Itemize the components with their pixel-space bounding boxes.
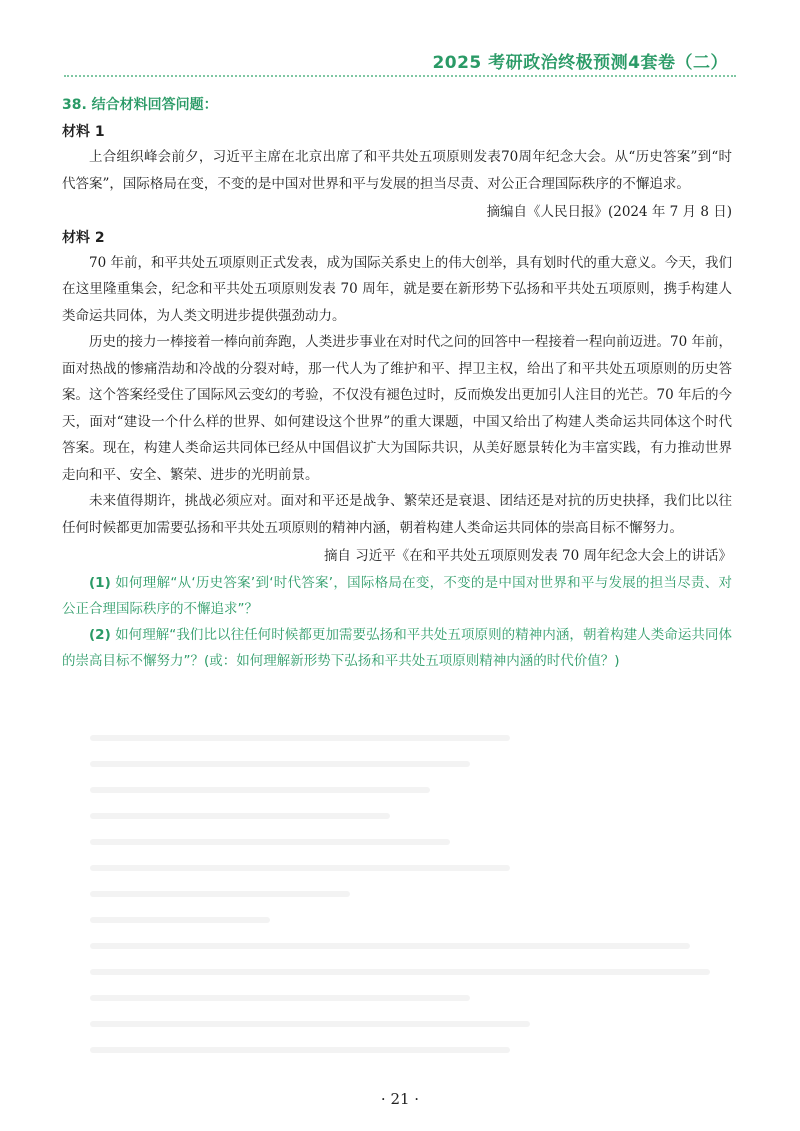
material-1-source: 摘编自《人民日报》(2024 年 7 月 8 日): [486, 204, 732, 220]
sub-question-2-number: (2): [89, 626, 111, 643]
header-title: 2025 考研政治终极预测4套卷（二）: [432, 53, 728, 73]
answer-space: [90, 735, 730, 1055]
faint-line: [90, 891, 350, 897]
material-2-paragraph-2: 历史的接力一棒接着一棒向前奔跑，人类进步事业在对时代之问的回答中一程接着一程向前迈进。70 年前，面对热战的惨痛浩劫和冷战的分裂对峙，那一代人为了维护和平、捍卫主权，给出了和平共处五项原则的历史答案。这个答案经受住了国际风云变幻的考验，不仅没有褪色过时，反而焕发出更加引人注目的光芒。70 年后的今天，面对“建设一个什么样的世界、如何建设这个世界”的重大课题，中国又给出了构建人类命运共同体这个时代答案。现在，构建人类命运共同体已经从中国倡议扩大为国际共识，从美好愿景转化为丰富实践，有力推动世界走向和平、安全、繁荣、进步的光明前景。: [62, 334, 732, 483]
material-2-source: 摘自 习近平《在和平共处五项原则发表 70 周年纪念大会上的讲话》: [323, 548, 732, 564]
faint-line: [90, 995, 470, 1001]
faint-line: [90, 917, 270, 923]
faint-line: [90, 865, 510, 871]
faint-line: [90, 943, 690, 949]
page-number: · 21 ·: [380, 1090, 420, 1108]
header-divider: [64, 75, 736, 77]
faint-line: [90, 839, 450, 845]
sub-question-1-number: (1): [89, 574, 111, 591]
material-1-paragraph: 上合组织峰会前夕，习近平主席在北京出席了和平共处五项原则发表70周年纪念大会。从“历史答案”到“时代答案”，国际格局在变，不变的是中国对世界和平与发展的担当尽责、对公正合理国际秩序的不懈追求。: [62, 149, 732, 192]
page-content: [62, 94, 732, 674]
faint-line: [90, 969, 710, 975]
faint-line: [90, 813, 390, 819]
material-2-heading: 材料 2: [62, 229, 105, 246]
sub-question-2: [62, 622, 732, 674]
sub-question-2-text: 如何理解“我们比以往任何时候都更加需要弘扬和平共处五项原则的精神内涵，朝着构建人类命运共同体的崇高目标不懈努力”？(或：如何理解新形势下弘扬和平共处五项原则精神内涵的时代价值？): [62, 626, 733, 669]
faint-line: [90, 761, 470, 767]
faint-line: [90, 787, 430, 793]
material-2-paragraph-3: 未来值得期许，挑战必须应对。面对和平还是战争、繁荣还是衰退、团结还是对抗的历史抉择，我们比以往任何时候都更加需要弘扬和平共处五项原则的精神内涵，朝着构建人类命运共同体的崇高目标不懈努力。: [62, 493, 732, 536]
faint-line: [90, 1047, 510, 1053]
sub-question-1: [62, 570, 732, 622]
question-title: 38. 结合材料回答问题：: [62, 97, 218, 113]
faint-line: [90, 735, 510, 741]
material-1-heading: 材料 1: [62, 124, 105, 140]
material-2-paragraph-1: 70 年前，和平共处五项原则正式发表，成为国际关系史上的伟大创举，具有划时代的重大意义。今天，我们在这里隆重集会，纪念和平共处五项原则发表 70 周年，就是要在新形势下弘扬和平共处五项原则，携手构建人类命运共同体，为人类文明进步提供强劲动力。: [62, 254, 732, 324]
faint-line: [90, 1021, 530, 1027]
sub-question-1-text: 如何理解“从‘历史答案’到‘时代答案’，国际格局在变，不变的是中国对世界和平与发展的担当尽责、对公正合理国际秩序的不懈追求”？: [62, 574, 732, 617]
